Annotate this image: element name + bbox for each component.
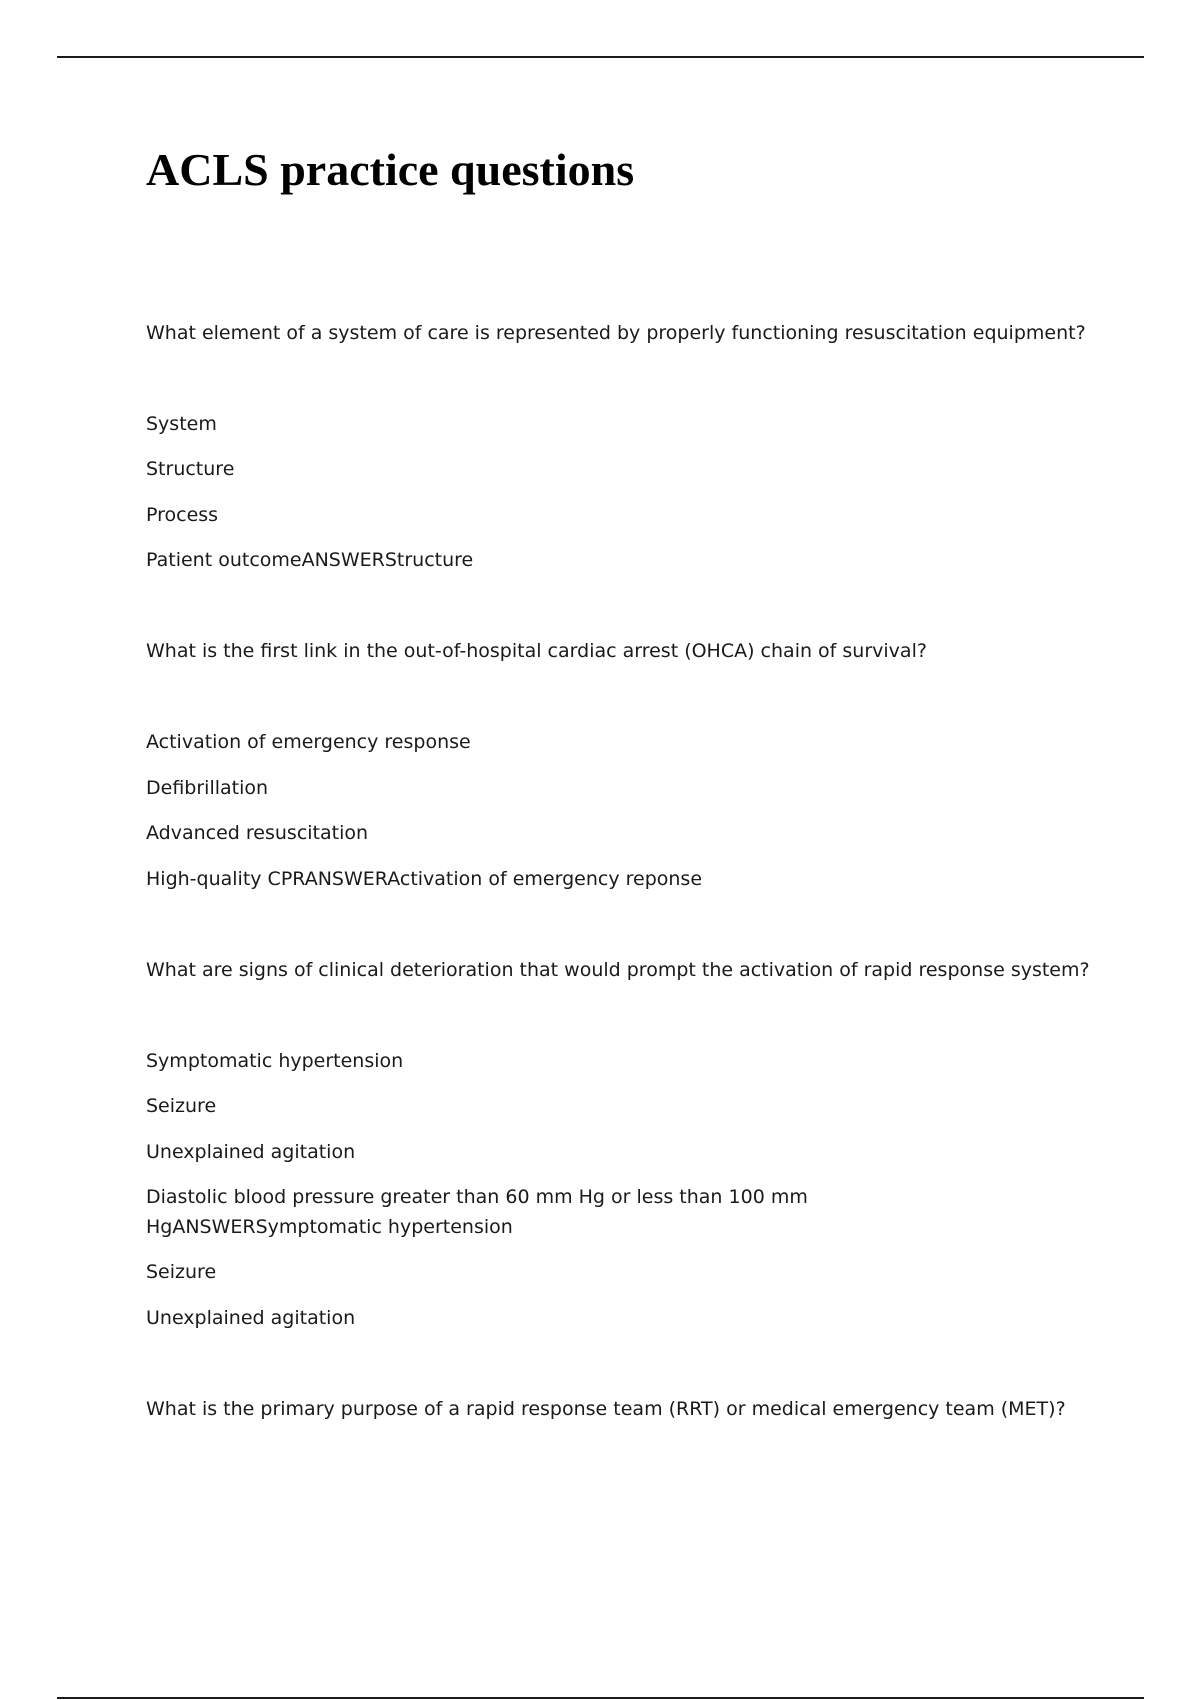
bottom-rule [57,1697,1144,1699]
question-2-option-4-answer: High-quality CPRANSWERActivation of emergency reponse [146,868,703,890]
question-3-option-3: Unexplained agitation [146,1141,356,1163]
question-3-text: What are signs of clinical deterioration that would prompt the activation of rapid response system? [146,959,1090,981]
question-4-text: What is the primary purpose of a rapid response team (RRT) or medical emergency team (MET)? [146,1398,1066,1420]
question-2-option-2: Defibrillation [146,777,269,799]
question-2-text: What is the first link in the out-of-hospital cardiac arrest (OHCA) chain of survival? [146,640,927,662]
document-title: ACLS practice questions [146,144,635,195]
top-rule [57,56,1144,58]
question-1-option-4-answer: Patient outcomeANSWERStructure [146,549,474,571]
question-3-option-4-answer: Diastolic blood pressure greater than 60 mm Hg or less than 100 mm HgANSWERSymptomatic hypertension [146,1186,808,1238]
question-3-option-2: Seizure [146,1095,217,1117]
question-2-option-1: Activation of emergency response [146,731,471,753]
question-1-option-3: Process [146,504,219,526]
question-1-option-2: Structure [146,458,235,480]
question-2-option-3: Advanced resuscitation [146,822,369,844]
question-1-option-1: System [146,413,217,435]
question-1-text: What element of a system of care is represented by properly functioning resuscitation equipment? [146,322,1086,344]
question-3-answer-line-2: Seizure [146,1261,217,1283]
question-3-answer-line-3: Unexplained agitation [146,1307,356,1329]
question-3-option-1: Symptomatic hypertension [146,1050,404,1072]
